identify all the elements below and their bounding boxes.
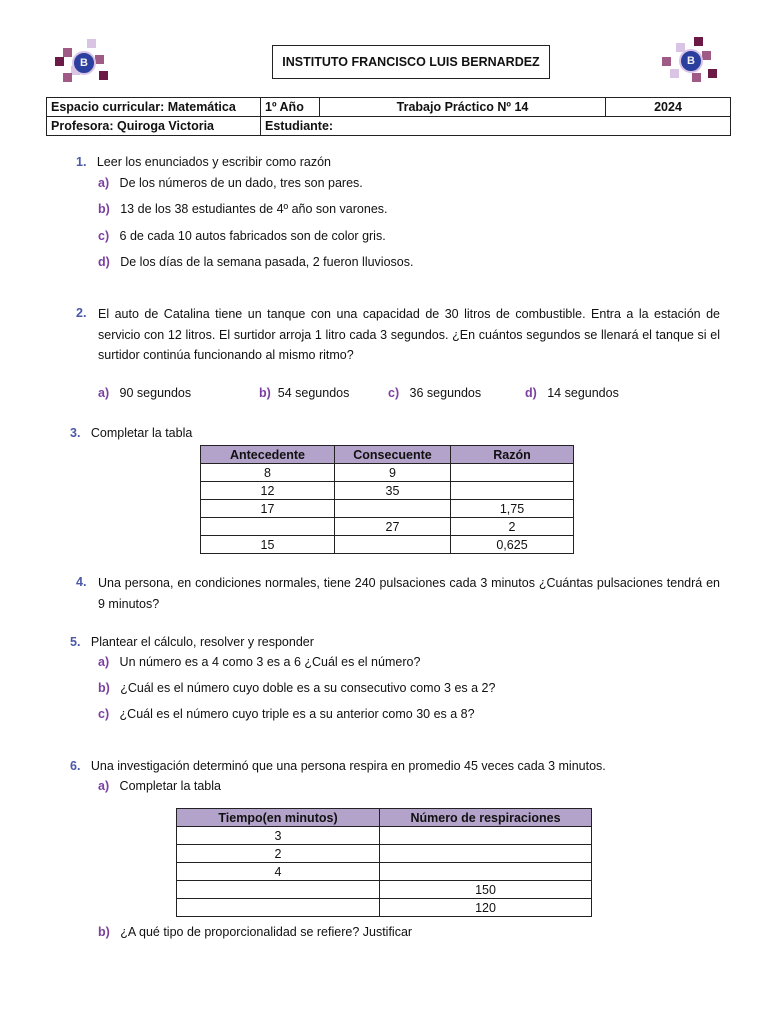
table-cell	[451, 464, 574, 482]
table-header: Número de respiraciones	[380, 809, 592, 827]
item-letter: a)	[98, 655, 110, 669]
item-letter: c)	[98, 707, 110, 721]
table-cell: 2	[451, 518, 574, 536]
table-cell	[380, 845, 592, 863]
question-number: 2.	[76, 306, 87, 320]
question-6	[70, 759, 606, 773]
logo-badge-icon: B	[679, 49, 703, 73]
table-cell	[335, 536, 451, 554]
option-letter: d)	[525, 386, 537, 400]
table-cell: 150	[380, 881, 592, 899]
question-number: 3.	[70, 426, 81, 440]
item-text: De los números de un dado, tres son pares.	[119, 176, 363, 190]
table-header: Consecuente	[335, 446, 451, 464]
question-5-item-b	[98, 681, 495, 695]
table-row	[201, 464, 574, 482]
table-cell	[177, 899, 380, 917]
question-5	[70, 635, 314, 649]
question-number: 5.	[70, 635, 81, 649]
table-row	[201, 500, 574, 518]
table-row	[177, 863, 592, 881]
question-5-item-a	[98, 655, 420, 669]
question-number: 1.	[76, 155, 87, 169]
institute-title: INSTITUTO FRANCISCO LUIS BERNARDEZ	[272, 45, 550, 79]
teacher-cell: Profesora: Quiroga Victoria	[47, 117, 261, 136]
table-cell: 120	[380, 899, 592, 917]
item-letter: d)	[98, 255, 110, 269]
breathing-table	[176, 808, 592, 917]
table-cell	[380, 827, 592, 845]
question-3	[70, 426, 192, 440]
question-2-text: El auto de Catalina tiene un tanque con una capacidad de 30 litros de combustible. Entra a la estación de servicio con 12 litros. El surtidor arroja 1 litro cada 3 segundos. ¿En cuántos segundos se llenará el tanque si el surtidor continúa funcionando al mismo ritmo?	[98, 307, 720, 362]
option-text: 90 segundos	[119, 386, 192, 400]
item-letter: b)	[98, 925, 110, 939]
table-cell	[335, 500, 451, 518]
question-text: Completar la tabla	[90, 426, 193, 440]
ratio-table	[200, 445, 574, 554]
table-cell	[380, 863, 592, 881]
date-cell: 2024	[606, 98, 731, 117]
table-cell: 1,75	[451, 500, 574, 518]
option-d	[525, 386, 619, 400]
item-text: ¿Cuál es el número cuyo triple es a su anterior como 30 es a 8?	[119, 707, 475, 721]
question-1-item-a	[98, 176, 363, 190]
option-c	[388, 386, 481, 400]
item-letter: b)	[98, 681, 110, 695]
table-cell: 2	[177, 845, 380, 863]
question-6-item-a	[98, 779, 221, 793]
table-row	[177, 899, 592, 917]
option-text: 54 segundos	[277, 386, 350, 400]
question-1	[76, 155, 331, 169]
work-cell: Trabajo Práctico Nº 14	[320, 98, 606, 117]
option-b	[259, 386, 349, 400]
table-cell: 15	[201, 536, 335, 554]
table-cell: 12	[201, 482, 335, 500]
option-a	[98, 386, 191, 400]
option-letter: a)	[98, 386, 110, 400]
question-1-item-b	[98, 202, 388, 216]
table-cell: 17	[201, 500, 335, 518]
question-1-item-d	[98, 255, 413, 269]
table-cell: 0,625	[451, 536, 574, 554]
table-header: Tiempo(en minutos)	[177, 809, 380, 827]
table-row	[201, 536, 574, 554]
year-cell: 1º Año	[261, 98, 320, 117]
question-4-text: Una persona, en condiciones normales, tiene 240 pulsaciones cada 3 minutos ¿Cuántas pulsaciones tendrá en 9 minutos?	[98, 576, 720, 611]
question-1-item-c	[98, 229, 386, 243]
table-row	[177, 881, 592, 899]
table-cell: 3	[177, 827, 380, 845]
item-text: ¿A qué tipo de proporcionalidad se refiere? Justificar	[120, 925, 413, 939]
item-text: Un número es a 4 como 3 es a 6 ¿Cuál es el número?	[119, 655, 421, 669]
table-cell	[451, 482, 574, 500]
item-text: 13 de los 38 estudiantes de 4º año son varones.	[120, 202, 388, 216]
option-letter: c)	[388, 386, 400, 400]
item-text: ¿Cuál es el número cuyo doble es a su consecutivo como 3 es a 2?	[120, 681, 496, 695]
table-cell: 8	[201, 464, 335, 482]
table-header: Antecedente	[201, 446, 335, 464]
info-table	[46, 97, 731, 136]
question-text: Una investigación determinó que una persona respira en promedio 45 veces cada 3 minutos.	[90, 759, 606, 773]
item-text: De los días de la semana pasada, 2 fueron lluviosos.	[120, 255, 414, 269]
question-number: 4.	[76, 575, 87, 589]
item-letter: a)	[98, 176, 110, 190]
table-row	[201, 482, 574, 500]
option-text: 14 segundos	[547, 386, 619, 400]
table-cell	[201, 518, 335, 536]
question-text: Leer los enunciados y escribir como razón	[96, 155, 332, 169]
item-text: Completar la tabla	[119, 779, 221, 793]
option-text: 36 segundos	[409, 386, 482, 400]
table-row	[177, 845, 592, 863]
item-text: 6 de cada 10 autos fabricados son de color gris.	[119, 229, 386, 243]
table-row	[177, 827, 592, 845]
logo-badge-icon: B	[72, 51, 96, 75]
table-row	[201, 518, 574, 536]
question-5-item-c	[98, 707, 475, 721]
table-cell: 27	[335, 518, 451, 536]
student-cell: Estudiante:	[261, 117, 731, 136]
option-letter: b)	[259, 386, 271, 400]
item-letter: a)	[98, 779, 110, 793]
table-cell: 9	[335, 464, 451, 482]
question-text: Plantear el cálculo, resolver y responder	[90, 635, 314, 649]
table-header: Razón	[451, 446, 574, 464]
item-letter: c)	[98, 229, 110, 243]
table-cell: 35	[335, 482, 451, 500]
school-logo-left	[55, 39, 111, 83]
table-cell: 4	[177, 863, 380, 881]
table-cell	[177, 881, 380, 899]
school-logo-right	[662, 37, 718, 81]
subject-cell: Espacio curricular: Matemática	[47, 98, 261, 117]
question-6-item-b	[98, 925, 412, 939]
question-number: 6.	[70, 759, 81, 773]
item-letter: b)	[98, 202, 110, 216]
